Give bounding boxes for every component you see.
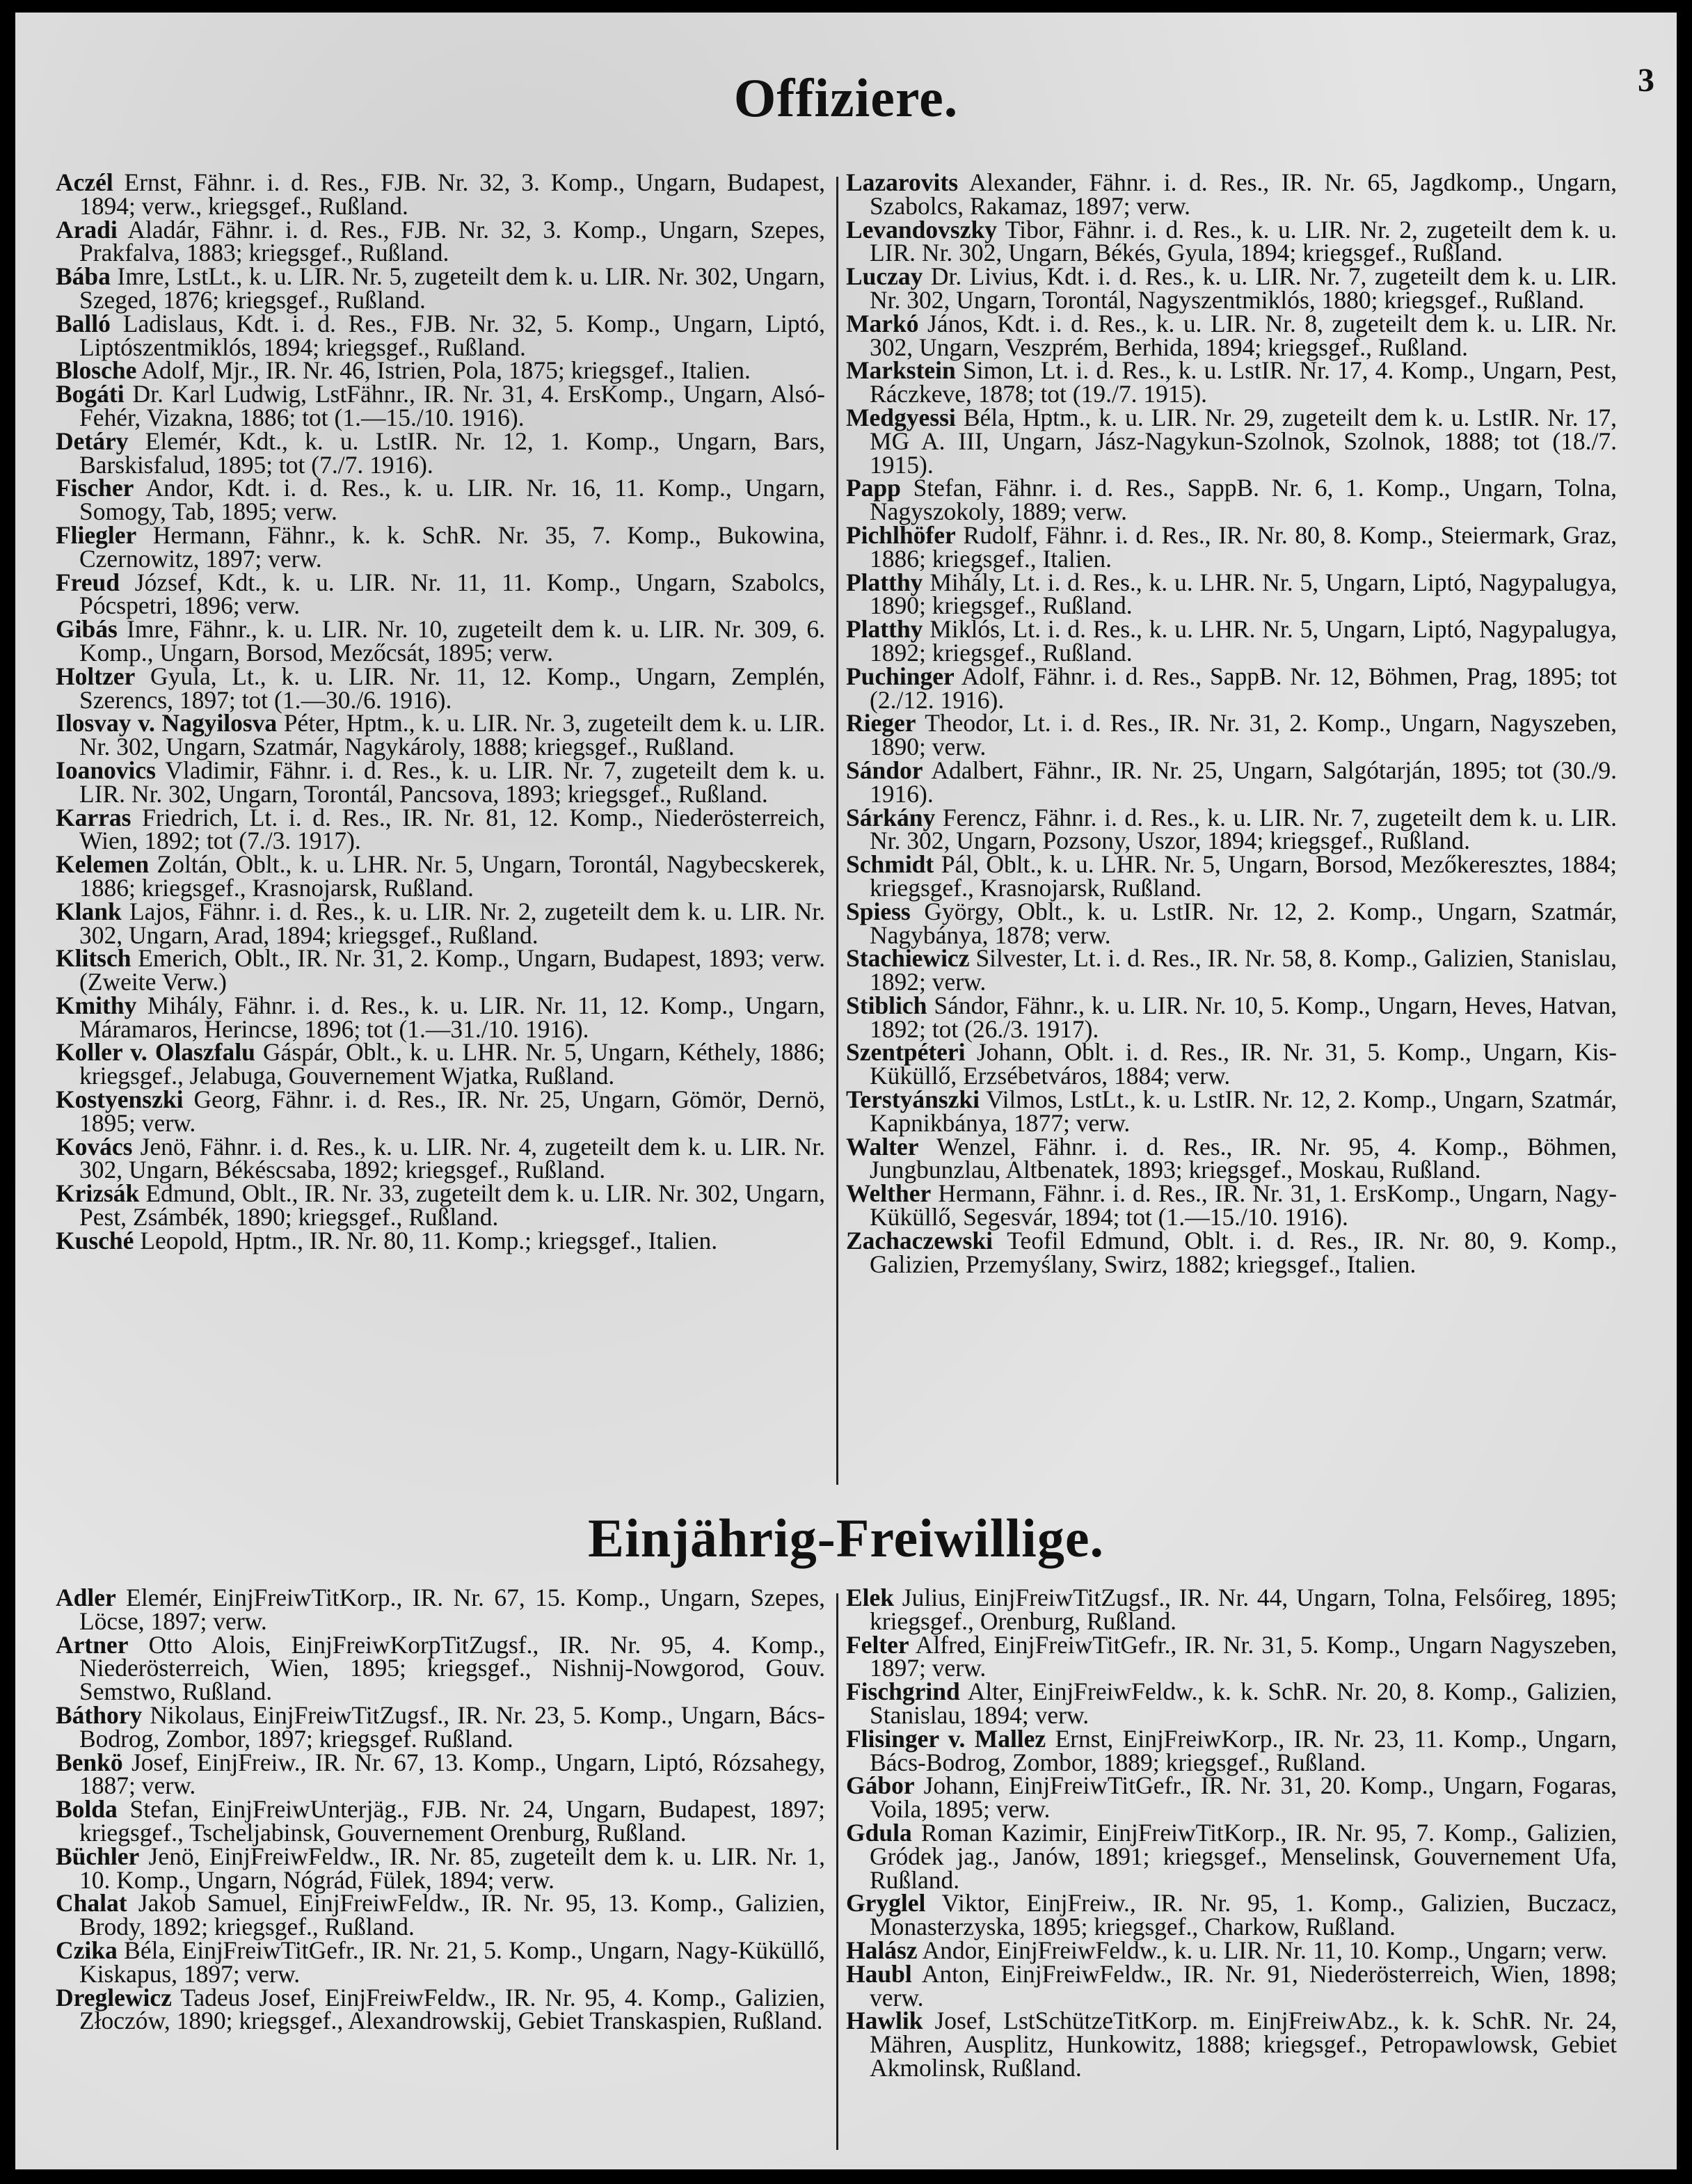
entry: [56, 897, 826, 949]
entry: [56, 474, 826, 526]
entry: [846, 1724, 1617, 1776]
entry: [56, 1748, 825, 1800]
entry-surname: Puchinger: [846, 662, 955, 690]
entry: [846, 474, 1617, 526]
entry-details: Hermann, Fähnr., k. k. SchR. Nr. 35, 7. Komp., Bukowina, Czernowitz, 1897; verw.: [79, 520, 826, 573]
offiziere-left-column: [56, 168, 826, 1254]
entry-details: Adolf, Fähnr. i. d. Res., SappB. Nr. 12, Böhmen, Prag, 1895; tot (2./12. 1916).: [870, 662, 1618, 714]
entry: [846, 1771, 1618, 1824]
entry-details: Alter, EinjFreiwFeldw., k. k. SchR. Nr. 20, 8. Komp., Galizien, Stanislau, 1894; verw.: [870, 1677, 1618, 1729]
entry-details: Miklós, Lt. i. d. Res., k. u. LHR. Nr. 5, Ungarn, Liptó, Nagypalugya, 1892; kriegsgef., Rußland.: [870, 615, 1617, 667]
entry-details: Jenö, EinjFreiwFeldw., IR. Nr. 85, zugeteilt dem k. u. LIR. Nr. 1, 10. Komp., Ungarn, Nógrád, Fülek, 1894; verw.: [79, 1842, 825, 1894]
column-divider: [836, 1593, 838, 2150]
entry: [846, 1085, 1617, 1137]
entry-surname: Hawlik: [846, 2007, 923, 2035]
entry-details: Edmund, Oblt., IR. Nr. 33, zugeteilt dem k. u. LIR. Nr. 302, Ungarn, Pest, Zsámbék, 1890; kriegsgef., Rußland.: [79, 1179, 826, 1232]
entry-details: Leopold, Hptm., IR. Nr. 80, 11. Komp.; kriegsgef., Italien.: [140, 1226, 718, 1254]
entry: [846, 709, 1618, 761]
entry-details: Emerich, Oblt., IR. Nr. 31, 2. Komp., Ungarn, Budapest, 1893; verw. (Zweite Verw.): [79, 944, 825, 996]
entry: [846, 1630, 1617, 1682]
entry-surname: Sándor: [846, 756, 923, 784]
entry-surname: Welther: [846, 1179, 932, 1208]
entry: [56, 1085, 825, 1137]
entry: [56, 944, 825, 996]
entry: [846, 215, 1618, 267]
entry: [846, 850, 1617, 902]
entry-details: Roman Kazimir, EinjFreiwTitKorp., IR. Nr. 95, 7. Komp., Galizien, Gródek jag., Janów, 1891; kriegsgef., Menselinsk, Gouvernement Ufa, Rußland.: [870, 1818, 1618, 1894]
entry-details: János, Kdt. i. d. Res., k. u. LIR. Nr. 8, zugeteilt dem k. u. LIR. Nr. 302, Ungarn, Veszprém, Berhida, 1894; kriegsgef., Rußland.: [870, 309, 1617, 361]
entry-surname: Detáry: [56, 427, 129, 455]
entry: [56, 1179, 826, 1232]
entry: [846, 168, 1617, 220]
entry: [56, 568, 825, 620]
entry-details: Jakob Samuel, EinjFreiwFeldw., IR. Nr. 95, 13. Komp., Galizien, Brody, 1892; kriegsgef., Rußland.: [79, 1889, 825, 1941]
entry: [846, 1132, 1617, 1184]
entry: [846, 1226, 1617, 1278]
entry-surname: Gibás: [56, 615, 118, 644]
entry: [56, 803, 826, 855]
entry-details: Mihály, Lt. i. d. Res., k. u. LHR. Nr. 5, Ungarn, Liptó, Nagypalugya, 1890; kriegsgef., Rußland.: [870, 568, 1617, 620]
entry: [846, 615, 1617, 667]
entry: [56, 1795, 826, 1847]
entry-surname: Platthy: [846, 568, 923, 596]
entry-surname: Terstyánszki: [846, 1085, 980, 1114]
entry-details: Stefan, Fähnr. i. d. Res., SappB. Nr. 6, 1. Komp., Ungarn, Tolna, Nagyszokoly, 1889; verw.: [870, 474, 1617, 526]
entry: [56, 215, 826, 267]
entry-surname: Freud: [56, 568, 120, 596]
entry: [846, 356, 1618, 408]
entry-details: Stefan, EinjFreiwUnterjäg., FJB. Nr. 24, Ungarn, Budapest, 1897; kriegsgef., Tscheljabinsk, Gouvernement Orenburg, Rußland.: [79, 1795, 826, 1847]
entry-details: Anton, EinjFreiwFeldw., IR. Nr. 91, Niederösterreich, Wien, 1898; verw.: [870, 1959, 1617, 2011]
entry-surname: Markó: [846, 309, 919, 337]
entry-details: Béla, Hptm., k. u. LIR. Nr. 29, zugeteilt dem k. u. LstIR. Nr. 17, MG A. III, Ungarn, Jász-Nagykun-Szolnok, Szolnok, 1888; tot (18./7. 1915).: [870, 403, 1618, 479]
entry: [56, 1983, 826, 2035]
entry-surname: Medgyessi: [846, 403, 956, 431]
entry-details: Rudolf, Fähnr. i. d. Res., IR. Nr. 80, 8. Komp., Steiermark, Graz, 1886; kriegsgef., Italien.: [870, 520, 1618, 573]
entry: [56, 1889, 825, 1941]
entry-surname: Luczay: [846, 262, 923, 291]
entry-surname: Gdula: [846, 1818, 912, 1847]
entry-surname: Czika: [56, 1936, 118, 1964]
entry-details: Simon, Lt. i. d. Res., k. u. LstIR. Nr. 17, 4. Komp., Ungarn, Pest, Ráczkeve, 1878; tot (19./7. 1915).: [870, 356, 1618, 408]
entry: [56, 756, 825, 808]
entry-surname: Klank: [56, 897, 122, 925]
entry-surname: Fischer: [56, 474, 134, 502]
entry-surname: Elek: [846, 1584, 895, 1611]
entry-surname: Bogáti: [56, 380, 125, 408]
entry: [56, 380, 825, 431]
entry-details: Adalbert, Fähnr., IR. Nr. 25, Ungarn, Salgótarján, 1895; tot (30./9. 1916).: [870, 756, 1617, 808]
entry-surname: Klitsch: [56, 944, 131, 973]
entry-details: Julius, EinjFreiwTitZugsf., IR. Nr. 44, Ungarn, Tolna, Felsőireg, 1895; kriegsgef., Orenburg, Rußland.: [870, 1584, 1617, 1635]
entry-details: Péter, Hptm., k. u. LIR. Nr. 3, zugeteilt dem k. u. LIR. Nr. 302, Ungarn, Szatmár, Nagykároly, 1888; kriegsgef., Rußland.: [79, 709, 825, 761]
entry-surname: Báthory: [56, 1700, 143, 1729]
entry: [56, 662, 825, 714]
entry-surname: Aradi: [56, 215, 118, 244]
entry-details: Tadeus Josef, EinjFreiwFeldw., IR. Nr. 95, 4. Komp., Galizien, Złoczów, 1890; kriegsgef., Alexandrowskij, Gebiet Transkaspien, Rußland.: [79, 1983, 826, 2035]
entry-surname: Levandovszky: [846, 215, 997, 244]
entry: [56, 168, 825, 220]
entry-details: Dr. Livius, Kdt. i. d. Res., k. u. LIR. Nr. 7, zugeteilt dem k. u. LIR. Nr. 302, Ungarn, Torontál, Nagyszentmiklós, 1880; kriegsgef., Rußland.: [870, 262, 1617, 314]
entry-details: Elemér, Kdt., k. u. LstIR. Nr. 12, 1. Komp., Ungarn, Bars, Barskisfalud, 1895; tot (7./7. 1916).: [79, 427, 825, 479]
entry-details: Pál, Oblt., k. u. LHR. Nr. 5, Ungarn, Borsod, Mezőkeresztes, 1884; kriegsgef., Krasnojarsk, Rußland.: [870, 850, 1617, 902]
entry: [56, 615, 826, 667]
entry-surname: Flisinger v. Mallez: [846, 1724, 1046, 1753]
entry-surname: Schmidt: [846, 850, 934, 879]
entry-details: Béla, EinjFreiwTitGefr., IR. Nr. 21, 5. Komp., Ungarn, Nagy-Küküllő, Kiskapus, 1897; verw.: [79, 1936, 825, 1988]
entry-details: Andor, EinjFreiwFeldw., k. u. LIR. Nr. 11, 10. Komp., Ungarn; verw.: [922, 1936, 1608, 1964]
entry: [56, 1226, 825, 1254]
column-divider: [836, 177, 838, 1485]
entry-details: Lajos, Fähnr. i. d. Res., k. u. LIR. Nr. 2, zugeteilt dem k. u. LIR. Nr. 302, Ungarn, Arad, 1894; kriegsgef., Rußland.: [79, 897, 826, 949]
entry-surname: Kmithy: [56, 991, 137, 1019]
entry-details: Georg, Fähnr. i. d. Res., IR. Nr. 25, Ungarn, Gömör, Dernö, 1895; verw.: [79, 1085, 825, 1137]
entry-surname: Walter: [846, 1132, 919, 1161]
entry-details: Jenö, Fähnr. i. d. Res., k. u. LIR. Nr. 4, zugeteilt dem k. u. LIR. Nr. 302, Ungarn, Békéscsaba, 1892; kriegsgef., Rußland.: [79, 1132, 825, 1184]
entry: [56, 356, 825, 385]
entry: [846, 1038, 1617, 1090]
entry-details: Zoltán, Oblt., k. u. LHR. Nr. 5, Ungarn, Torontál, Nagybecskerek, 1886; kriegsgef., Krasnojarsk, Rußland.: [79, 850, 826, 902]
entry-details: Wenzel, Fähnr. i. d. Res., IR. Nr. 95, 4. Komp., Böhmen, Jungbunzlau, Altbenatek, 1893; kriegsgef., Moskau, Rußland.: [870, 1132, 1617, 1184]
entry: [846, 1818, 1618, 1894]
entry: [846, 1889, 1618, 1941]
entry-details: Ferencz, Fähnr. i. d. Res., k. u. LIR. Nr. 7, zugeteilt dem k. u. LIR. Nr. 302, Ungarn, Pozsony, Uszor, 1894; kriegsgef., Rußland.: [870, 803, 1618, 855]
entry-details: Adolf, Mjr., IR. Nr. 46, Istrien, Pola, 1875; kriegsgef., Italien.: [141, 356, 751, 385]
entry: [56, 520, 826, 573]
entry: [56, 850, 826, 902]
entry-surname: Lazarovits: [846, 168, 959, 196]
entry-details: Hermann, Fähnr. i. d. Res., IR. Nr. 31, 1. ErsKomp., Ungarn, Nagy-Küküllő, Segesvár, 1894; tot (1.—15./10. 1916).: [870, 1179, 1617, 1232]
entry-surname: Bába: [56, 262, 111, 291]
entry-surname: Kovács: [56, 1132, 133, 1161]
entry: [56, 991, 825, 1043]
entry: [56, 1936, 825, 1988]
entry: [56, 1700, 825, 1753]
entry-details: Aladár, Fähnr. i. d. Res., FJB. Nr. 32, 3. Komp., Ungarn, Szepes, Prakfalva, 1883; kriegsgef., Rußland.: [79, 215, 826, 267]
entry: [56, 1630, 825, 1706]
entry: [846, 991, 1617, 1043]
entry: [846, 1179, 1617, 1232]
entry: [846, 1959, 1617, 2011]
entry: [846, 568, 1617, 620]
entry: [56, 1132, 825, 1184]
page-number: 3: [1638, 62, 1654, 99]
entry-surname: Gryglel: [846, 1889, 926, 1918]
entry-details: Imre, LstLt., k. u. LIR. Nr. 5, zugeteilt dem k. u. LIR. Nr. 302, Ungarn, Szeged, 1876; kriegsgef., Rußland.: [79, 262, 825, 314]
entry: [56, 709, 825, 761]
entry-surname: Karras: [56, 803, 131, 831]
entry-details: Teofil Edmund, Oblt. i. d. Res., IR. Nr. 80, 9. Komp., Galizien, Przemyślany, Swirz, 1882; kriegsgef., Italien.: [870, 1226, 1617, 1278]
entry-details: Vladimir, Fähnr. i. d. Res., k. u. LIR. Nr. 7, zugeteilt dem k. u. LIR. Nr. 302, Ungarn, Torontál, Pancsova, 1893; kriegsgef., Rußland.: [79, 756, 825, 808]
entry-details: Gyula, Lt., k. u. LIR. Nr. 11, 12. Komp., Ungarn, Zemplén, Szerencs, 1897; tot (1.—30./6. 1916).: [79, 662, 825, 714]
entry-surname: Papp: [846, 474, 901, 502]
entry-surname: Stiblich: [846, 991, 927, 1019]
entry-details: György, Oblt., k. u. LstIR. Nr. 12, 2. Komp., Ungarn, Szatmár, Nagybánya, 1878; verw.: [870, 897, 1618, 949]
entry: [56, 1842, 825, 1894]
entry: [846, 1586, 1617, 1634]
entry: [846, 662, 1618, 714]
entry-surname: Haubl: [846, 1959, 912, 1988]
section-title-einjaehrig-freiwillige: Einjährig-Freiwillige.: [588, 1508, 1104, 1568]
entry-surname: Artner: [56, 1630, 129, 1659]
entry: [846, 897, 1618, 949]
entry-surname: Koller v. Olaszfalu: [56, 1038, 255, 1067]
entry: [846, 403, 1618, 479]
entry-details: Otto Alois, EinjFreiwKorpTitZugsf., IR. Nr. 95, 4. Komp., Niederösterreich, Wien, 1895; kriegsgef., Nishnij-Nowgorod, Gouv. Semstwo, Rußland.: [79, 1630, 825, 1706]
entry-details: Johann, Oblt. i. d. Res., IR. Nr. 31, 5. Komp., Ungarn, Kis-Küküllő, Erzsébetváros, 1884; verw.: [870, 1038, 1617, 1090]
entry: [56, 1038, 825, 1090]
offiziere-right-column: [846, 168, 1618, 1278]
entry-details: Dr. Karl Ludwig, LstFähnr., IR. Nr. 31, 4. ErsKomp., Ungarn, Alsó-Fehér, Vizakna, 1886; tot (1.—15./10. 1916).: [79, 380, 825, 431]
entry: [846, 309, 1617, 361]
entry-details: Alfred, EinjFreiwTitGefr., IR. Nr. 31, 5. Komp., Ungarn Nagyszeben, 1897; verw.: [870, 1630, 1617, 1682]
entry-surname: Krizsák: [56, 1179, 140, 1208]
entry: [846, 1936, 1617, 1964]
entry: [846, 262, 1617, 314]
entry-details: Josef, EinjFreiw., IR. Nr. 67, 13. Komp., Ungarn, Liptó, Rózsahegy, 1887; verw.: [79, 1748, 825, 1800]
entry-surname: Holtzer: [56, 662, 136, 690]
entry-details: Ernst, EinjFreiwKorp., IR. Nr. 23, 11. Komp., Ungarn, Bács-Bodrog, Zombor, 1889; kriegsgef., Rußland.: [870, 1724, 1617, 1776]
entry-surname: Chalat: [56, 1889, 127, 1918]
entry-surname: Rieger: [846, 709, 916, 738]
entry: [846, 944, 1618, 996]
entry-surname: Ioanovics: [56, 756, 156, 784]
entry-details: Sándor, Fähnr., k. u. LIR. Nr. 10, 5. Komp., Ungarn, Heves, Hatvan, 1892; tot (26./3. 1917).: [870, 991, 1617, 1043]
entry-details: Tibor, Fähnr. i. d. Res., k. u. LIR. Nr. 2, zugeteilt dem k. u. LIR. Nr. 302, Ungarn, Békés, Gyula, 1894; kriegsgef., Rußland.: [870, 215, 1618, 267]
freiwillige-left-column: [56, 1586, 825, 2033]
entry-surname: Büchler: [56, 1842, 140, 1870]
entry-surname: Szentpéteri: [846, 1038, 966, 1067]
entry-surname: Kostyenszki: [56, 1085, 184, 1114]
entry-surname: Dreglewicz: [56, 1983, 172, 2011]
entry-surname: Fischgrind: [846, 1677, 960, 1706]
entry-details: Gáspár, Oblt., k. u. LHR. Nr. 5, Ungarn, Kéthely, 1886; kriegsgef., Jelabuga, Gouvernement Wjatka, Rußland.: [79, 1038, 825, 1090]
entry-surname: Spiess: [846, 897, 911, 925]
entry-details: Imre, Fähnr., k. u. LIR. Nr. 10, zugeteilt dem k. u. LIR. Nr. 309, 6. Komp., Ungarn, Borsod, Mezőcsát, 1895; verw.: [79, 615, 826, 667]
entry-surname: Blosche: [56, 356, 137, 385]
entry-details: Johann, EinjFreiwTitGefr., IR. Nr. 31, 20. Komp., Ungarn, Fogaras, Voila, 1895; verw.: [870, 1771, 1618, 1824]
entry-details: Silvester, Lt. i. d. Res., IR. Nr. 58, 8. Komp., Galizien, Stanislau, 1892; verw.: [870, 944, 1618, 996]
entry-surname: Kelemen: [56, 850, 150, 879]
entry: [56, 1586, 825, 1634]
entry-surname: Fliegler: [56, 520, 137, 549]
entry-surname: Gábor: [846, 1771, 915, 1800]
entry: [846, 1677, 1618, 1729]
entry-details: József, Kdt., k. u. LIR. Nr. 11, 11. Komp., Ungarn, Szabolcs, Pócspetri, 1896; verw.: [79, 568, 825, 620]
entry-details: Elemér, EinjFreiwTitKorp., IR. Nr. 67, 15. Komp., Ungarn, Szepes, Löcse, 1897; verw.: [79, 1584, 825, 1635]
entry: [846, 2009, 1617, 2080]
entry: [846, 520, 1618, 573]
entry-surname: Stachiewicz: [846, 944, 970, 973]
entry-surname: Bolda: [56, 1795, 118, 1824]
entry-surname: Sárkány: [846, 803, 936, 831]
entry-details: Mihály, Fähnr. i. d. Res., k. u. LIR. Nr. 11, 12. Komp., Ungarn, Máramaros, Herincse, 1896; tot (1.—31./10. 1916).: [79, 991, 825, 1043]
entry-surname: Ilosvay v. Nagyilosva: [56, 709, 278, 738]
entry-surname: Markstein: [846, 356, 956, 385]
entry-surname: Zachaczewski: [846, 1226, 993, 1254]
entry-details: Friedrich, Lt. i. d. Res., IR. Nr. 81, 12. Komp., Niederösterreich, Wien, 1892; tot (7./3. 1917).: [79, 803, 826, 855]
entry-details: Viktor, EinjFreiw., IR. Nr. 95, 1. Komp., Galizien, Buczacz, Monasterzyska, 1895; kriegsgef., Charkow, Rußland.: [870, 1889, 1618, 1941]
freiwillige-right-column: [846, 1586, 1617, 2080]
entry-details: Ernst, Fähnr. i. d. Res., FJB. Nr. 32, 3. Komp., Ungarn, Budapest, 1894; verw., kriegsgef., Rußland.: [79, 168, 825, 220]
entry-surname: Adler: [56, 1584, 116, 1611]
entry-surname: Aczél: [56, 168, 113, 196]
entry-surname: Balló: [56, 309, 111, 337]
entry: [846, 756, 1617, 808]
register-page: [15, 13, 1677, 2169]
entry-surname: Pichlhöfer: [846, 520, 956, 549]
entry: [846, 803, 1618, 855]
entry-details: Andor, Kdt. i. d. Res., k. u. LIR. Nr. 16, 11. Komp., Ungarn, Somogy, Tab, 1895; verw.: [79, 474, 826, 526]
entry-surname: Halász: [846, 1936, 918, 1964]
entry-surname: Benkö: [56, 1748, 123, 1776]
entry: [56, 262, 825, 314]
entry: [56, 309, 826, 361]
entry-surname: Felter: [846, 1630, 909, 1659]
entry: [56, 427, 825, 479]
entry-details: Vilmos, LstLt., k. u. LstIR. Nr. 12, 2. Komp., Ungarn, Szatmár, Kapnikbánya, 1877; verw.: [870, 1085, 1617, 1137]
entry-details: Josef, LstSchützeTitKorp. m. EinjFreiwAbz., k. k. SchR. Nr. 24, Mähren, Ausplitz, Hunkowitz, 1888; kriegsgef., Petropawlowsk, Gebiet Akmolinsk, Rußland.: [870, 2007, 1617, 2082]
entry-details: Nikolaus, EinjFreiwTitZugsf., IR. Nr. 23, 5. Komp., Ungarn, Bács-Bodrog, Zombor, 1897; kriegsgef. Rußland.: [79, 1700, 825, 1753]
entry-surname: Kusché: [56, 1226, 134, 1254]
entry-details: Ladislaus, Kdt. i. d. Res., FJB. Nr. 32, 5. Komp., Ungarn, Liptó, Liptószentmiklós, 1894; kriegsgef., Rußland.: [79, 309, 826, 361]
entry-details: Theodor, Lt. i. d. Res., IR. Nr. 31, 2. Komp., Ungarn, Nagyszeben, 1890; verw.: [870, 709, 1618, 761]
entry-details: Alexander, Fähnr. i. d. Res., IR. Nr. 65, Jagdkomp., Ungarn, Szabolcs, Rakamaz, 1897; verw.: [870, 168, 1617, 220]
section-title-offiziere: Offiziere.: [733, 67, 959, 128]
entry-surname: Platthy: [846, 615, 923, 644]
